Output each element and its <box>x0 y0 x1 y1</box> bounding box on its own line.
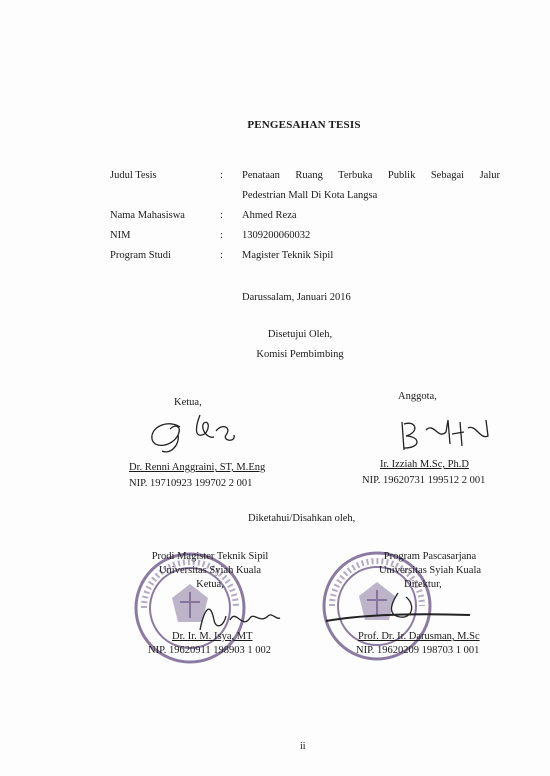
left-official-line3: Ketua, <box>196 579 224 590</box>
signature-right-official <box>320 585 480 635</box>
committee: Komisi Pembimbing <box>256 349 344 360</box>
acknowledged-by: Diketahui/Disahkan oleh, <box>248 513 356 524</box>
field-label-nim: NIM <box>110 230 131 241</box>
right-signer-nip: NIP. 19620731 199512 2 001 <box>362 475 486 486</box>
field-colon: : <box>220 250 223 261</box>
place-date: Darussalam, Januari 2016 <box>242 292 351 303</box>
left-signer-nip: NIP. 19710923 199702 2 001 <box>129 478 253 489</box>
left-signer-name: Dr. Renni Anggraini, ST, M.Eng <box>129 462 266 473</box>
left-official-line2: Universitas Syiah Kuala <box>158 565 262 576</box>
signature-right <box>390 410 500 460</box>
right-signer-role: Anggota, <box>398 391 437 402</box>
field-value-nim: 1309200060032 <box>242 230 311 241</box>
field-value-title-line1: Penataan Ruang Terbuka Publik Sebagai Jalur <box>242 170 500 181</box>
field-label-title: Judul Tesis <box>110 170 157 181</box>
signature-left <box>140 405 250 460</box>
left-official-line1: Prodi Magister Teknik Sipil <box>151 551 269 562</box>
field-colon: : <box>220 230 223 241</box>
field-value-program: Magister Teknik Sipil <box>242 250 334 261</box>
left-official-nip: NIP. 19620911 198903 1 002 <box>148 645 271 656</box>
approved-by: Disetujui Oleh, <box>267 329 333 340</box>
field-colon: : <box>220 170 223 181</box>
field-colon: : <box>220 210 223 221</box>
right-official-line3: Direktur, <box>404 579 442 590</box>
right-official-nip: NIP. 19620209 198703 1 001 <box>356 645 480 656</box>
field-value-title-line2: Pedestrian Mall Di Kota Langsa <box>242 190 378 201</box>
left-signer-role: Ketua, <box>174 397 202 408</box>
page-title: PENGESAHAN TESIS <box>247 119 361 131</box>
field-label-program: Program Studi <box>110 250 171 261</box>
field-label-student: Nama Mahasiswa <box>110 210 185 221</box>
right-official-line1: Program Pascasarjana <box>383 551 477 562</box>
left-official-name: Dr. Ir. M. Isya, MT <box>172 631 253 642</box>
right-signer-name: Ir. Izziah M.Sc, Ph.D <box>380 459 469 470</box>
page-number: ii <box>300 741 306 752</box>
right-official-name: Prof. Dr. Ir. Darusman, M.Sc <box>358 631 480 642</box>
right-official-line2: Universitas Syiah Kuala <box>378 565 482 576</box>
field-value-student: Ahmed Reza <box>242 210 297 221</box>
